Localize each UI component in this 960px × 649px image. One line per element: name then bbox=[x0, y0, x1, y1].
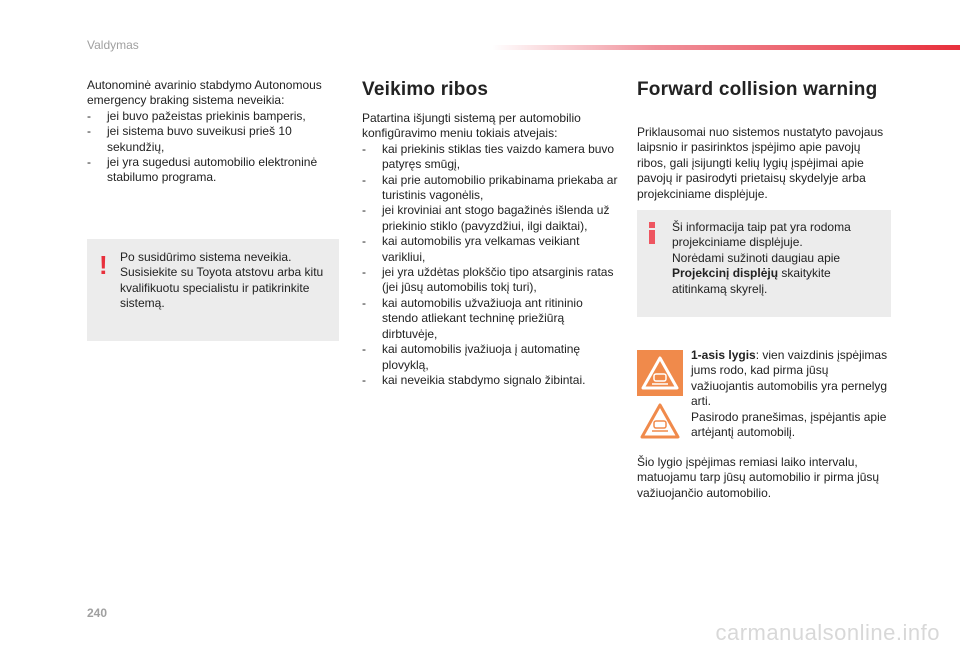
list-item: - jei kroviniai ant stogo bagažinės išlenda už priekinio stiklo (pavyzdžiui, ilgi daiktai), bbox=[362, 203, 610, 233]
list-item: - kai automobilis yra velkamas veikiant varikliui, bbox=[362, 234, 580, 264]
warning-level1-outline-icon bbox=[637, 401, 683, 441]
limits-intro: Patartina išjungti sistemą per automobilio konfigūravimo meniu tokiais atvejais: bbox=[362, 111, 581, 141]
limits-list bbox=[362, 142, 620, 389]
list-item: - kai automobilis įvažiuoja į automatinę plovyklą, bbox=[362, 342, 581, 372]
list-item: - jei sistema buvo suveikusi prieš 10 sekundžių, bbox=[87, 124, 292, 154]
left-intro: Autonominė avarinio stabdymo Autonomous emergency braking sistema neveikia: bbox=[87, 78, 322, 108]
list-item: - kai priekinis stiklas ties vaizdo kamera buvo patyręs smūgį, bbox=[362, 141, 615, 172]
warning-notice bbox=[87, 239, 339, 341]
level1-description: 1-asis lygis: vien vaizdinis įspėjimas jums rodo, kad pirma jūsų važiuojantis automobilis yra pernelyg arti. Pasirodo pranešimas, įspėjantis apie artėjantį automobilį. bbox=[691, 348, 888, 440]
info-text: Ši informacija taip pat yra rodoma projekciniame displėjuje. Norėdami sužinoti daugiau apie Projekcinį displėjų skaitykite atitinkamą skyrelį. bbox=[672, 220, 851, 296]
info-icon bbox=[648, 222, 656, 244]
warning-level1-filled-icon bbox=[637, 350, 683, 396]
warning-exclamation-icon: ! bbox=[99, 250, 108, 280]
list-item: - kai automobilis užvažiuoja ant ritininio stendo atliekant techninę priežiūrą dirbtuvėje, bbox=[362, 295, 583, 341]
left-conditions-list bbox=[87, 109, 337, 186]
watermark: carmanualsonline.info bbox=[715, 620, 940, 645]
list-item: - jei yra sugedusi automobilio elektroninė stabilumo programa. bbox=[87, 155, 318, 185]
middle-column bbox=[362, 79, 620, 388]
left-column bbox=[87, 78, 337, 186]
list-item: - jei yra uždėtas plokščio tipo atsarginis ratas (jei jūsų automobilis tokį turi), bbox=[362, 265, 614, 295]
page-number: 240 bbox=[87, 606, 108, 620]
warning-text: Po susidūrimo sistema neveikia. Susisiekite su Toyota atstovu arba kitu kvalifikuotu specialistu ir patikrinkite sistemą. bbox=[120, 250, 324, 311]
fcw-outro: Šio lygio įspėjimas remiasi laiko intervalu, matuojamu tarp jūsų automobilio ir pirma jūsų važiuojančio automobilio. bbox=[637, 455, 880, 500]
list-item: - kai neveikia stabdymo signalo žibintai. bbox=[362, 372, 586, 387]
list-item: - jei buvo pažeistas priekinis bamperis, bbox=[87, 108, 306, 123]
limits-heading: Veikimo ribos bbox=[362, 79, 489, 100]
list-item: - kai prie automobilio prikabinama priekaba ar turistinis vagonėlis, bbox=[362, 172, 618, 203]
header-accent-bar bbox=[492, 45, 960, 50]
section-title: Valdymas bbox=[87, 38, 139, 52]
right-column bbox=[637, 79, 897, 202]
info-notice bbox=[637, 210, 891, 317]
fcw-intro: Priklausomai nuo sistemos nustatyto pavojaus laipsnio ir pasirinktos įspėjimo apie pavojų ribos, gali įsijungti kelių lygių įspėjimai apie pavojų ir pasirodyti prietaisų skydelyje arba projekciniame displėjuje. bbox=[637, 125, 884, 201]
fcw-heading: Forward collision warning bbox=[637, 79, 878, 100]
